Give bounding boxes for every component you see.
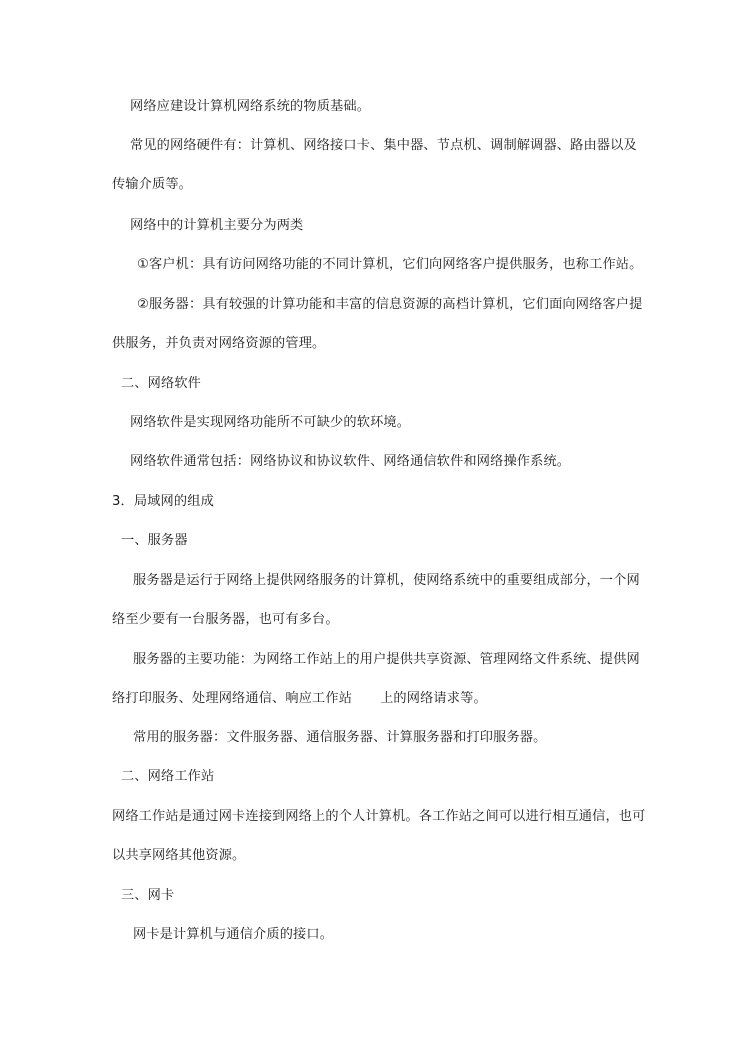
paragraph-network-foundation: 网络应建设计算机网络系统的物质基础。: [130, 99, 371, 114]
paragraph-computer-types: 网络中的计算机主要分为两类: [130, 218, 304, 233]
paragraph-software-environment: 网络软件是实现网络功能所不可缺少的软环境。: [130, 415, 411, 430]
paragraph-network-card: 网卡是计算机与通信介质的接口。: [133, 927, 334, 942]
paragraph-server-functions-line1: 服务器的主要功能：为网络工作站上的用户提供共享资源、管理网络文件系统、提供网: [133, 652, 640, 667]
heading-lan-composition: 3．局域网的组成: [112, 494, 214, 509]
paragraph-workstation-line1: 网络工作站是通过网卡连接到网络上的个人计算机。各工作站之间可以进行相互通信，也可: [112, 809, 646, 824]
paragraph-hardware-line1: 常见的网络硬件有：计算机、网络接口卡、集中器、节点机、调制解调器、路由器以及: [130, 138, 637, 153]
paragraph-common-servers: 常用的服务器：文件服务器、通信服务器、计算服务器和打印服务器。: [133, 730, 547, 745]
server-functions-line2-part2: 上的网络请求等。: [380, 691, 487, 706]
heading-workstation: 二、网络工作站: [121, 769, 215, 784]
list-item-server-line2: 供服务，并负责对网络资源的管理。: [112, 336, 326, 351]
list-item-client: ①客户机：具有访问网络功能的不同计算机，它们向网络客户提供服务，也称工作站。: [137, 257, 643, 272]
paragraph-server-def-line1: 服务器是运行于网络上提供网络服务的计算机，使网络系统中的重要组成部分，一个网: [133, 573, 640, 588]
list-item-server-line1: ②服务器：具有较强的计算功能和丰富的信息资源的高档计算机，它们面向网络客户提: [137, 297, 643, 312]
heading-network-software: 二、网络软件: [121, 376, 202, 391]
paragraph-server-functions-line2: [112, 690, 487, 708]
server-functions-line2-part1: 络打印服务、处理网络通信、响应工作站: [112, 691, 353, 706]
paragraph-software-includes: 网络软件通常包括：网络协议和协议软件、网络通信软件和网络操作系统。: [130, 454, 571, 469]
paragraph-workstation-line2: 以共享网络其他资源。: [112, 848, 246, 863]
heading-server: 一、服务器: [121, 533, 188, 548]
paragraph-server-def-line2: 络至少要有一台服务器，也可有多台。: [112, 612, 339, 627]
paragraph-hardware-line2: 传输介质等。: [112, 177, 193, 192]
heading-network-card: 三、网卡: [121, 888, 175, 903]
